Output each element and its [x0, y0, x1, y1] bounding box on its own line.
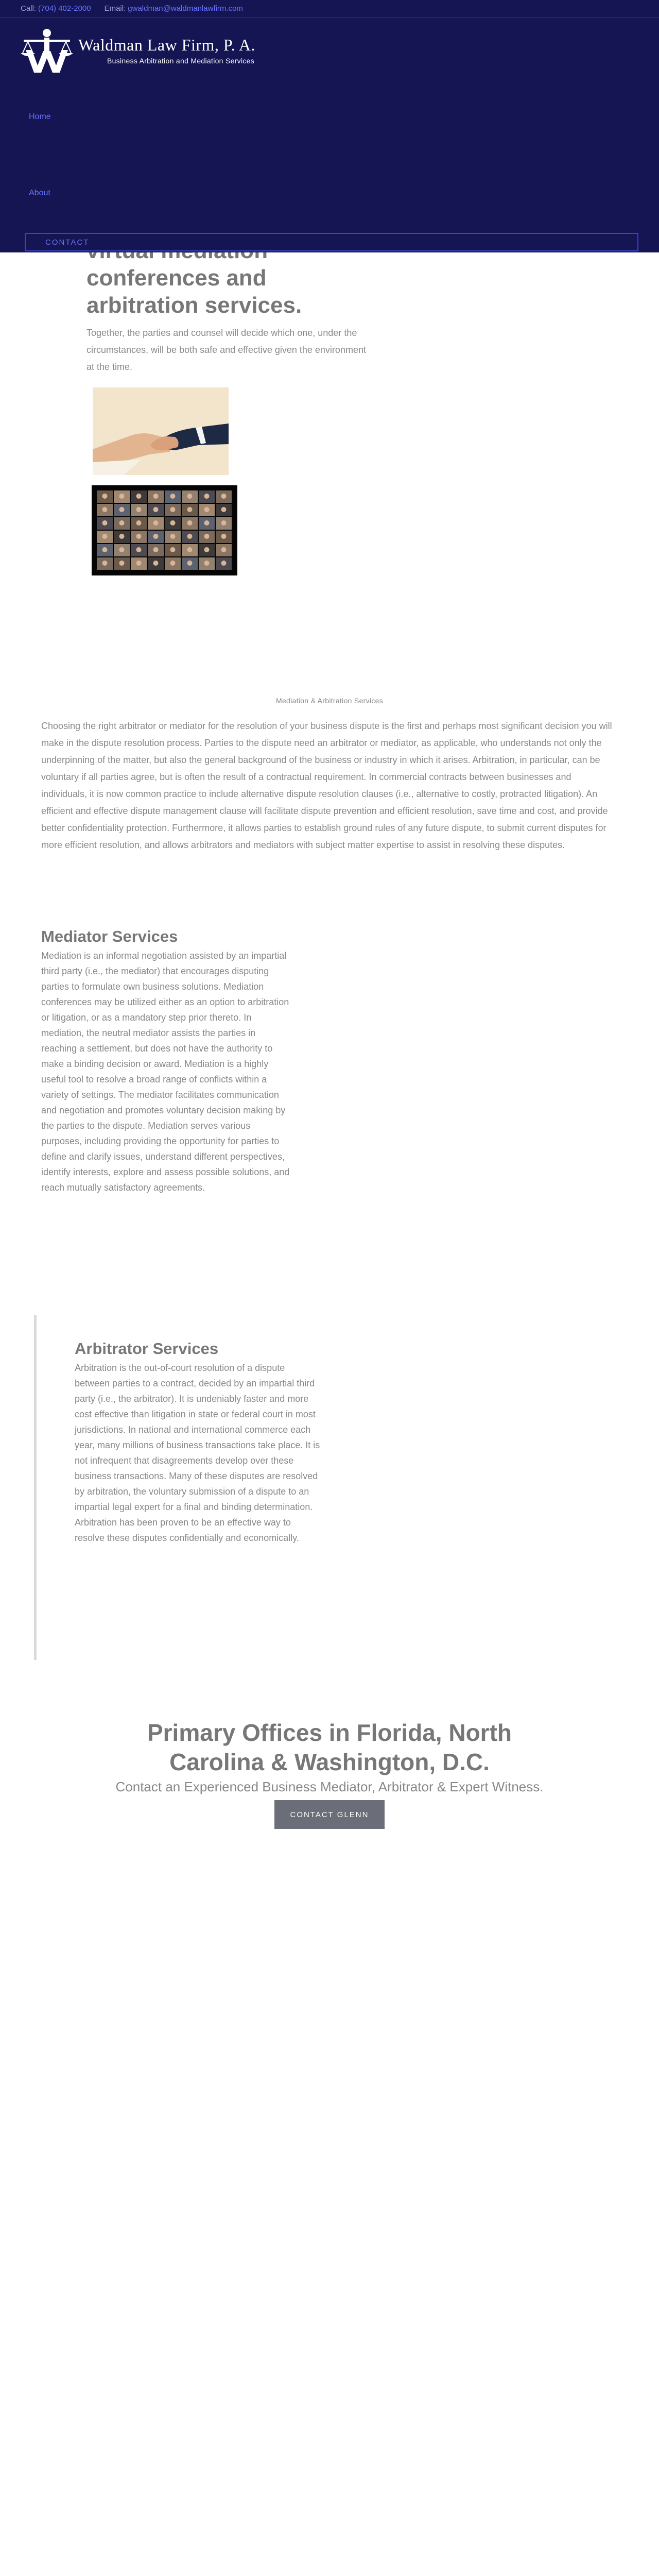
video-participant: [187, 561, 193, 566]
arbitrator-blockquote-rule: [34, 1315, 37, 1660]
video-conference-grid: [92, 485, 237, 575]
email-link[interactable]: gwaldman@waldmanlawfirm.com: [128, 4, 243, 13]
offices-heading: Primary Offices in Florida, North Carolina & Washington, D.C.: [147, 1719, 512, 1775]
video-participant: [136, 561, 142, 566]
video-participant: [204, 547, 210, 552]
intro-heading: conferences and arbitration services.: [86, 265, 302, 318]
video-participant: [170, 520, 176, 526]
video-participant: [102, 520, 108, 526]
video-participant: [170, 507, 176, 512]
services-paragraph: Choosing the right arbitrator or mediator for the resolution of your business dispute is the first and perhaps most significant decision you will make in the dispute resolution process. Parties to the dispute need an arbitrator or mediator, as applicable, who understands not only the underpinning of the matter, but also the general background of the business or industry in which it arises. Arbitration, in particular, can be voluntary if all parties agree, but is often the result of a contractual requirement. In commercial contracts between businesses and individuals, it is now common practice to include alternative dispute resolution clauses (i.e., alternative to costly, protracted litigation). An efficient and effective dispute management clause will facilitate dispute prevention and efficient resolution, save time and cost, and provide better confidentiality protection. Furthermore, it allows parties to establish ground rules of any future dispute, to submit current disputes for more efficient resolution, and allows arbitrators and mediators with subject matter expertise to assist in resolving these disputes.: [41, 721, 612, 850]
contact-glenn-button[interactable]: [274, 1800, 385, 1829]
video-participant: [102, 507, 108, 512]
video-participant: [204, 520, 210, 526]
nav-contact[interactable]: [25, 233, 638, 251]
video-participant: [170, 561, 176, 566]
email-label: Email:: [104, 4, 126, 13]
call-label: Call:: [21, 4, 37, 13]
video-participant: [204, 494, 210, 499]
brand-name: Waldman Law Firm, P. A.: [78, 36, 256, 55]
services-section-label: Mediation & Arbitration Services: [275, 697, 384, 705]
video-participant: [153, 507, 159, 512]
video-participant: [187, 520, 193, 526]
brand-tagline: Business Arbitration and Mediation Services: [107, 56, 255, 65]
video-participant: [187, 494, 193, 499]
nav-home[interactable]: Home: [29, 112, 51, 121]
video-participant: [221, 561, 227, 566]
video-participant: [136, 520, 142, 526]
video-participant: [102, 534, 108, 539]
video-participant: [170, 547, 176, 552]
site-logo[interactable]: [19, 25, 255, 76]
video-participant: [204, 507, 210, 512]
video-participant: [119, 494, 125, 499]
video-participant: [187, 534, 193, 539]
mediator-services-text: Mediation is an informal negotiation assisted by an impartial third party (i.e., the mediator) that encourages disputing parties to formulate own business solutions. Mediation conferences may be utilized either as an option to arbitration or litigation, or as a mandatory step prior thereto. In mediation, the neutral mediator assists the parties in reaching a settlement, but does not have the authority to make a binding decision or award. Mediation is a highly useful tool to resolve a broad range of conflicts within a variety of settings. The mediator facilitates communication and negotiation and promotes voluntary decision making by the parties to the dispute. Mediation serves various purposes, including providing the opportunity for parties to define and clarify issues, understand different perspectives, identify interests, explore and assess possible solutions, and reach mutually satisfactory agreements.: [41, 951, 290, 1193]
video-participant: [136, 547, 142, 552]
handshake-photo: [93, 387, 229, 475]
video-participant: [221, 494, 227, 499]
video-participant: [170, 494, 176, 499]
video-participant: [187, 547, 193, 552]
video-participant: [221, 507, 227, 512]
video-participant: [187, 507, 193, 512]
video-participant: [153, 520, 159, 526]
handshake-illustration: [93, 387, 229, 475]
video-participant: [102, 494, 108, 499]
video-participant: [119, 561, 125, 566]
nav-about[interactable]: About: [29, 189, 50, 197]
video-participant: [119, 520, 125, 526]
video-participant: [136, 494, 142, 499]
video-participant: [119, 534, 125, 539]
scales-of-justice-logo-icon: [19, 26, 75, 75]
video-participant: [153, 547, 159, 552]
video-participant: [102, 561, 108, 566]
video-participant: [119, 547, 125, 552]
mediator-services-title: Mediator Services: [41, 927, 178, 945]
video-participant: [221, 520, 227, 526]
video-participant: [221, 534, 227, 539]
video-participant: [221, 547, 227, 552]
intro-text: Together, the parties and counsel will decide which one, under the circumstances, will be both safe and effective given the environment at the time.: [86, 328, 366, 372]
video-participant: [136, 507, 142, 512]
video-participant: [204, 561, 210, 566]
top-contact-bar: [0, 0, 659, 18]
offices-subheading: Contact an Experienced Business Mediator, Arbitrator & Expert Witness.: [115, 1779, 544, 1794]
video-participant: [204, 534, 210, 539]
video-participant: [153, 494, 159, 499]
video-participant: [153, 561, 159, 566]
video-participant: [136, 534, 142, 539]
phone-link[interactable]: (704) 402-2000: [38, 4, 91, 13]
video-participant: [102, 547, 108, 552]
video-participant: [153, 534, 159, 539]
video-conference-photo: [92, 485, 237, 575]
video-participant: [170, 534, 176, 539]
arbitrator-services-title: Arbitrator Services: [75, 1340, 219, 1358]
arbitrator-services-text: Arbitration is the out-of-court resolution of a dispute between parties to a contract, decided by an impartial third party (i.e., the arbitrator). It is undeniably faster and more cost effective than litigation in state or federal court in most jurisdictions. In national and international commerce each year, many millions of business transactions take place. It is not infrequent that disagreements develop over these business transactions. Many of these disputes are resolved by arbitration, the voluntary submission of a dispute to an impartial legal expert for a final and binding determination. Arbitration has been proven to be an effective way to resolve these disputes confidentially and economically.: [75, 1363, 320, 1543]
site-header: [0, 0, 659, 252]
nav-contact-label: CONTACT: [45, 238, 90, 247]
video-participant: [119, 507, 125, 512]
contact-glenn-label: CONTACT GLENN: [290, 1810, 369, 1819]
